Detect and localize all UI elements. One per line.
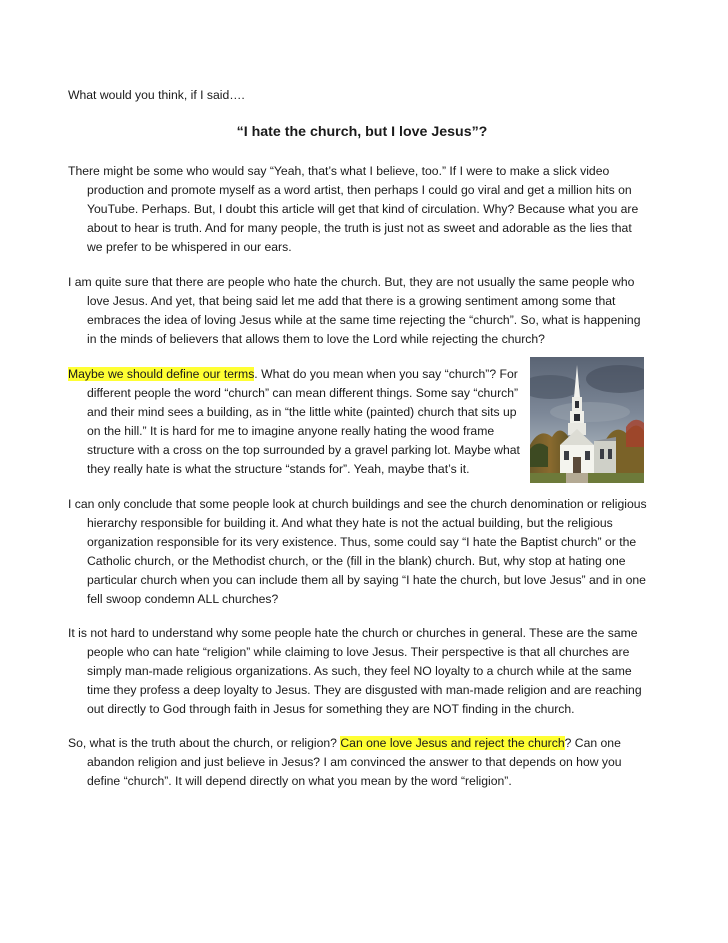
- paragraph-line: abandon religion and just believe in Jesus? I am convinced the answer to that depends on how you: [87, 755, 622, 769]
- line-start: So, what is the truth about the church, or religion?: [68, 736, 341, 750]
- paragraph-line: out directly to God through faith in Jesus for something they are NOT finding in the church.: [87, 702, 575, 716]
- paragraph-1: [68, 162, 648, 257]
- paragraph-line: organization responsible for its very existence. Thus, some could say “I hate the Baptist church” or the: [87, 535, 637, 549]
- title-text: “I hate the church, but I love Jesus”?: [236, 124, 488, 140]
- paragraph-2: [68, 273, 648, 349]
- paragraph-line: define “church”. It will depend directly on what you mean by the word “religion”.: [87, 774, 512, 788]
- church-photo: [530, 357, 644, 483]
- paragraph-line: on the hill.” It is hard for me to imagine anyone really hating the wood frame: [87, 424, 495, 438]
- paragraph-line: time they profess a deep loyalty to Jesus. They are disgusted with man-made religion and are reaching: [87, 683, 642, 697]
- paragraph-line: people who can hate “religion” while claiming to love Jesus. Their perspective is that all churches are: [87, 645, 630, 659]
- paragraph-line: particular church when you can include them all by saying “I hate the church, but love Jesus” and in one: [87, 573, 646, 587]
- paragraph-line: love Jesus. And yet, that being said let me add that there is a growing sentiment among some that: [87, 294, 616, 308]
- paragraph-line: about to hear is truth. And for many people, the truth is just not as sweet and adorable as the lies that: [87, 221, 632, 235]
- intro-line: [68, 86, 648, 105]
- intro-text: What would you think, if I said….: [68, 88, 245, 102]
- paragraph-line: I can only conclude that some people look at church buildings and see the church denomination or religious: [68, 497, 647, 511]
- line-rest: ? Can one: [564, 736, 621, 750]
- paragraph-5: [68, 624, 648, 719]
- highlighted-text: Can one love Jesus and reject the church: [340, 736, 565, 750]
- paragraph-line: YouTube. Perhaps. But, I doubt this article will get that kind of circulation. Why? Because what you are: [87, 202, 639, 216]
- paragraph-line: embraces the idea of loving Jesus while at the same time rejecting the “church”. So, what is happening: [87, 313, 641, 327]
- paragraph-line: in the minds of believers that allows them to love the Lord while rejecting the church?: [87, 332, 545, 346]
- paragraph-line: simply man-made religious organizations. As such, they feel NO loyalty to a church while at the same: [87, 664, 632, 678]
- paragraph-line: different people the word “church” can mean different things. Some say “church”: [87, 386, 519, 400]
- document-title: [0, 122, 728, 142]
- paragraph-line: Catholic church, or the Methodist church, or the (fill in the blank) church. But, why stop at hating one: [87, 554, 626, 568]
- paragraph-line: they really hate is what the structure “stands for”. Yeah, maybe that’s it.: [87, 462, 470, 476]
- paragraph-line: we prefer to be whispered in our ears.: [87, 240, 292, 254]
- highlighted-text: Maybe we should define our terms: [68, 367, 255, 381]
- paragraph-line: There might be some who would say “Yeah, that’s what I believe, too.” If I were to make a slick video: [68, 164, 610, 178]
- paragraph-line: It is not hard to understand why some people hate the church or churches in general. These are the same: [68, 626, 638, 640]
- paragraph-line: structure with a cross on the top surrounded by a gravel parking lot. Maybe what: [87, 443, 520, 457]
- paragraph-line: production and promote myself as a word artist, then perhaps I could go viral and get a million hits on: [87, 183, 632, 197]
- paragraph-line: hierarchy responsible for building it. And what they hate is not the actual building, but the religious: [87, 516, 613, 530]
- paragraph-6: [68, 734, 648, 791]
- paragraph-first-line: [68, 734, 648, 753]
- paragraph-4: [68, 495, 648, 609]
- paragraph-line: fell swoop condemn ALL churches?: [87, 592, 279, 606]
- line-rest: . What do you mean when you say “church”? For: [254, 367, 518, 381]
- paragraph-line: and their mind sees a building, as in “the little white (painted) church that sits up: [87, 405, 517, 419]
- church-image: [530, 357, 644, 483]
- paragraph-line: I am quite sure that there are people who hate the church. But, they are not usually the same people who: [68, 275, 635, 289]
